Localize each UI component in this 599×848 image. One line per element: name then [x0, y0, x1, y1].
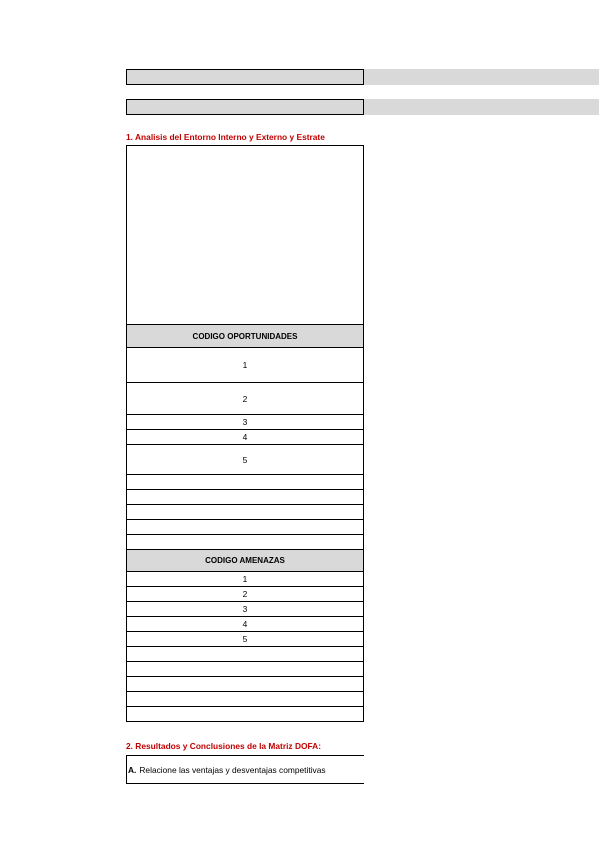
- top-bar-2: [126, 99, 364, 115]
- analysis-text-area: [126, 145, 364, 325]
- threat-row: 2: [127, 587, 363, 602]
- threats-header: CODIGO AMENAZAS: [127, 549, 363, 572]
- opportunity-row: [127, 490, 363, 505]
- threat-row: 5: [127, 632, 363, 647]
- threat-row: 4: [127, 617, 363, 632]
- threat-row: 3: [127, 602, 363, 617]
- threat-row: [127, 692, 363, 707]
- threat-row: [127, 677, 363, 692]
- opportunity-row: 4: [127, 430, 363, 445]
- section-2-title: 2. Resultados y Conclusiones de la Matriz DOFA:: [126, 741, 321, 751]
- threat-row: 1: [127, 572, 363, 587]
- opportunity-row: 5: [127, 445, 363, 475]
- opportunity-row: 3: [127, 415, 363, 430]
- opportunity-row: [127, 505, 363, 520]
- conclusion-item-label: A.: [128, 764, 137, 775]
- top-band-1: [364, 69, 599, 85]
- opportunity-row: [127, 520, 363, 535]
- opportunities-table: [126, 324, 364, 564]
- opportunities-header: CODIGO OPORTUNIDADES: [127, 324, 363, 348]
- threat-row: [127, 707, 363, 722]
- section-1-title: 1. Analisis del Entorno Interno y Externo y Estrate: [126, 132, 325, 142]
- conclusion-item-text: Relacione las ventajas y desventajas competitivas: [139, 764, 326, 775]
- opportunity-row: [127, 475, 363, 490]
- top-band-2: [364, 99, 599, 115]
- opportunity-row: 1: [127, 348, 363, 383]
- opportunity-row: [127, 535, 363, 550]
- conclusion-item-a: [126, 755, 364, 784]
- threat-row: [127, 647, 363, 662]
- opportunity-row: 2: [127, 383, 363, 415]
- top-bar-1: [126, 69, 364, 85]
- threats-table: [126, 549, 364, 722]
- threat-row: [127, 662, 363, 677]
